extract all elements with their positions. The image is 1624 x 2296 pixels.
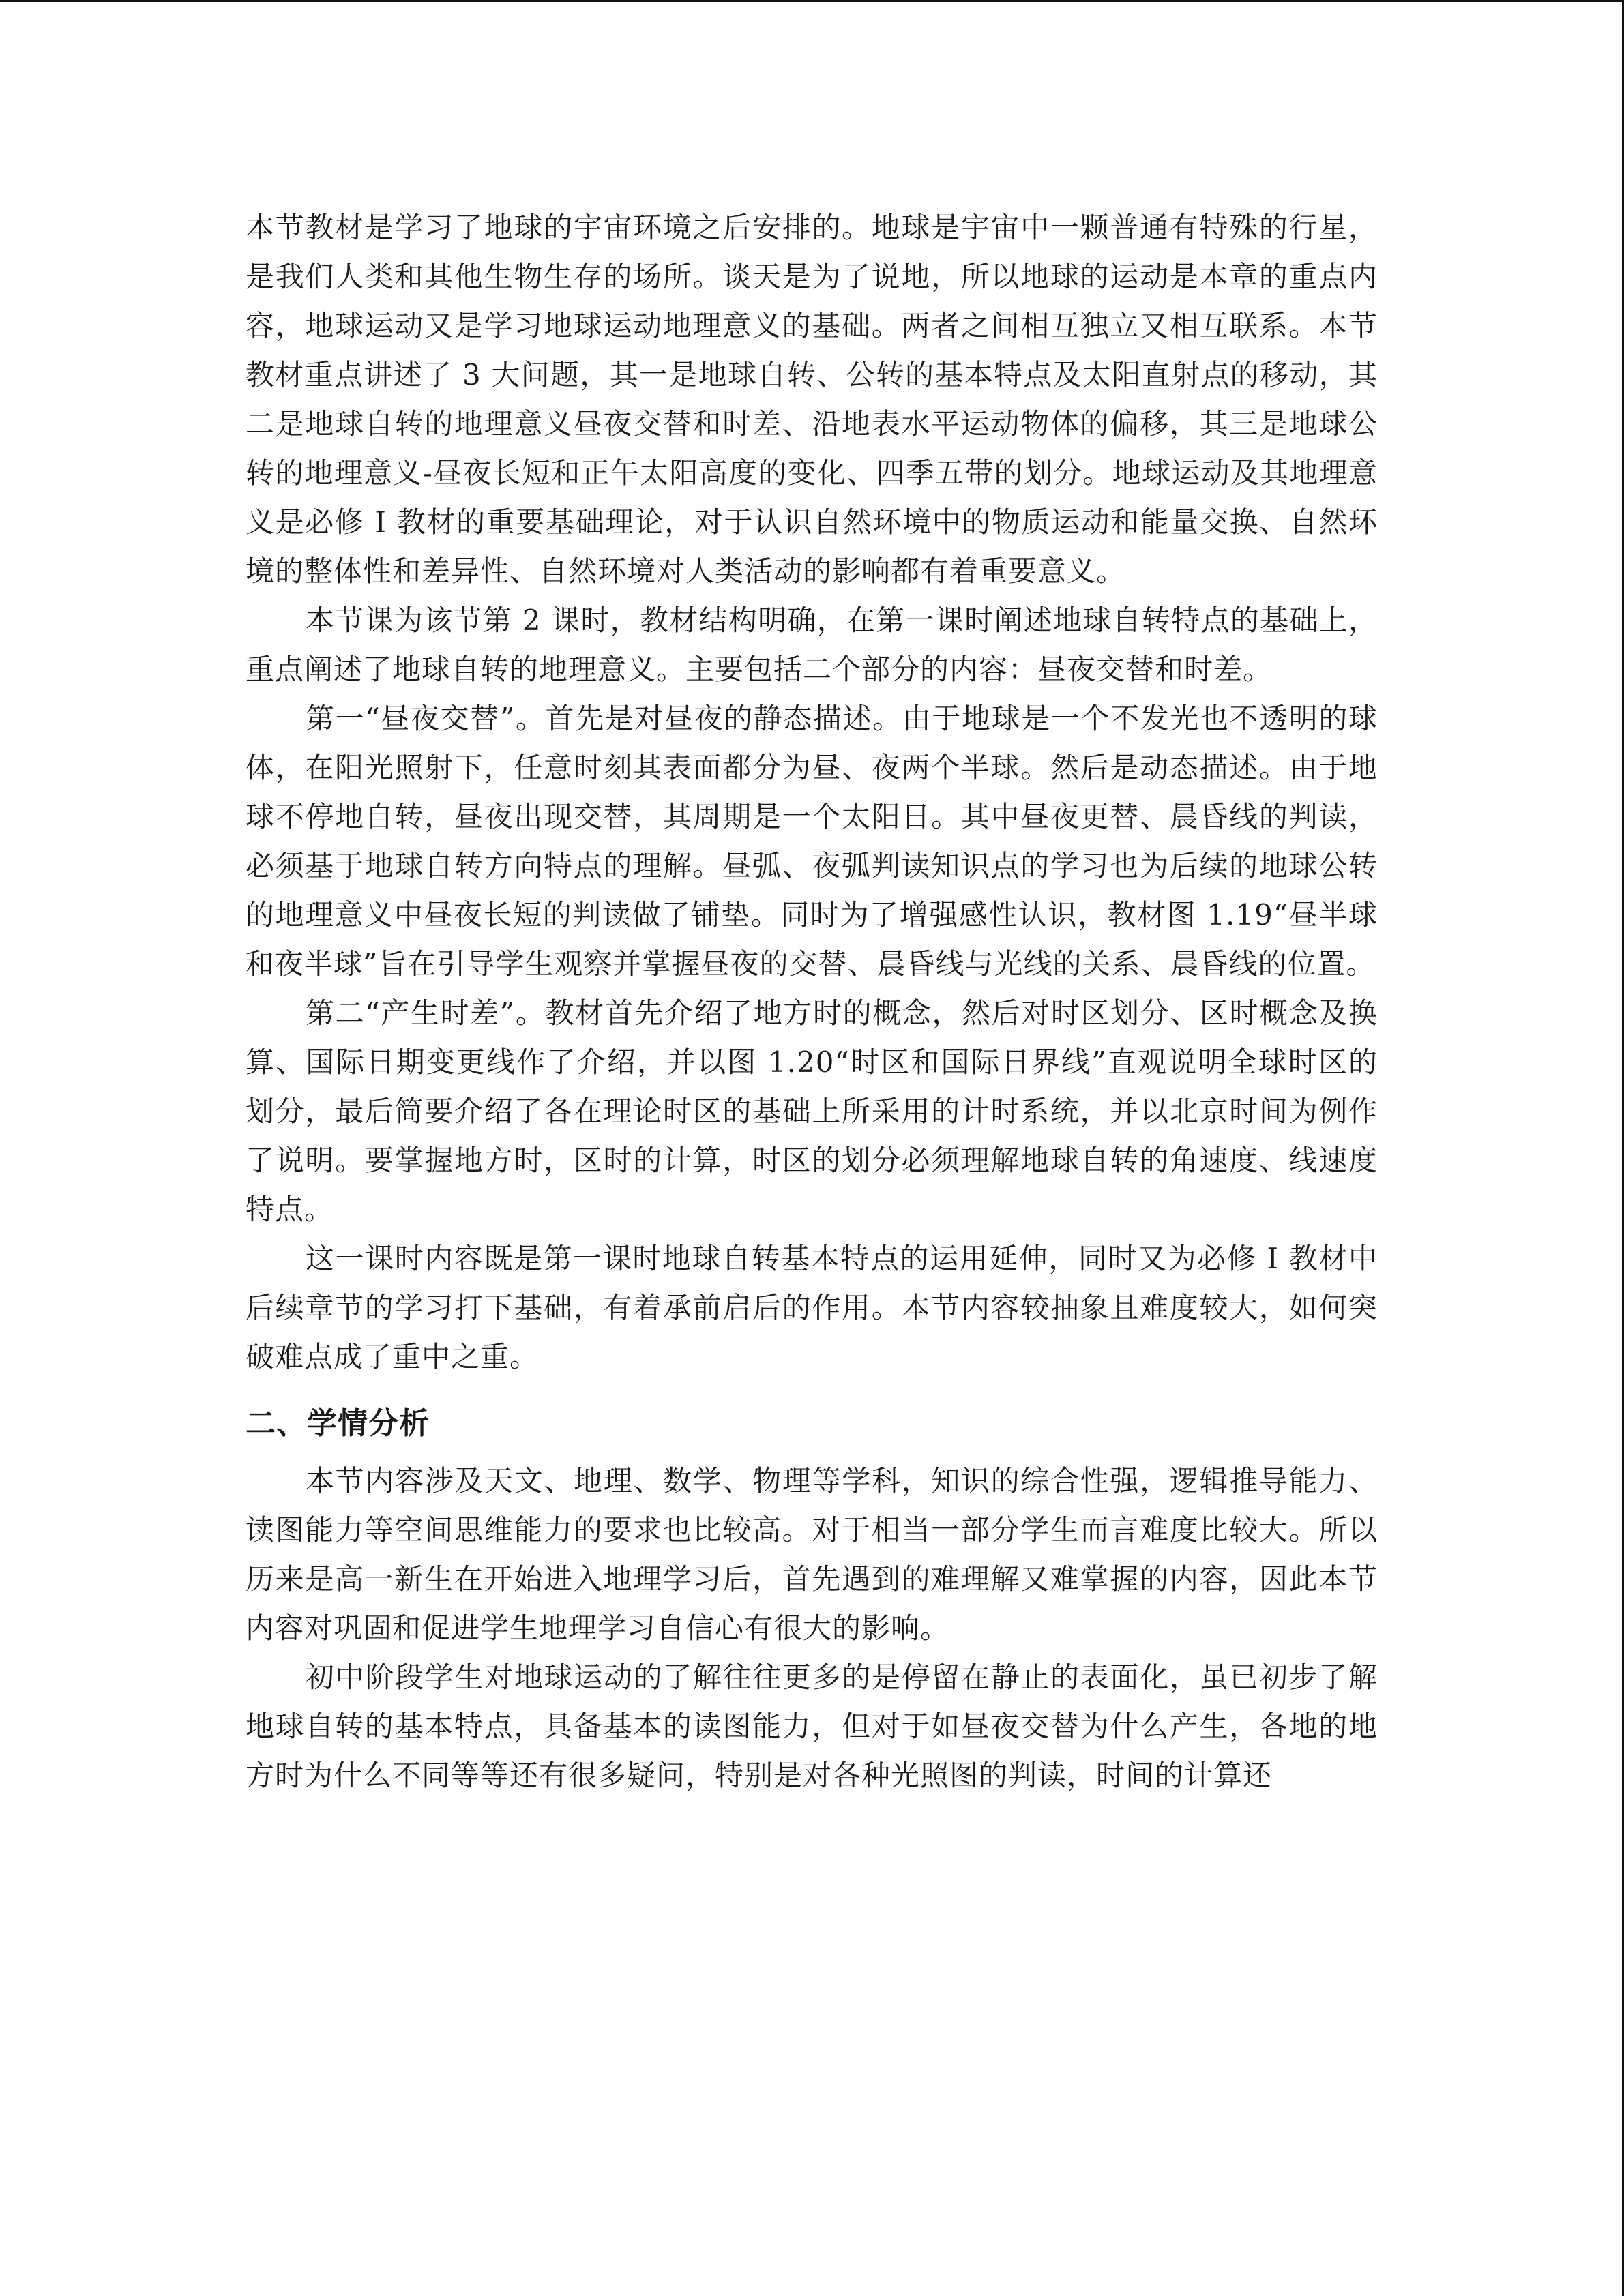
document-body (246, 203, 1378, 1800)
paragraph-day-night: 第一“昼夜交替”。首先是对昼夜的静态描述。由于地球是一个不发光也不透明的球体，在阳光照射下，任意时刻其表面都分为昼、夜两个半球。然后是动态描述。由于地球不停地自转，昼夜出现交替，其周期是一个太阳日。其中昼夜更替、晨昏线的判读，必须基于地球自转方向特点的理解。昼弧、夜弧判读知识点的学习也为后续的地球公转的地理意义中昼夜长短的判读做了铺垫。同时为了增强感性认识，教材图 1.19“昼半球和夜半球”旨在引导学生观察并掌握昼夜的交替、晨昏线与光线的关系、晨昏线的位置。 (246, 702, 1378, 981)
paragraph-content-difficulty: 本节内容涉及天文、地理、数学、物理等学科，知识的综合性强，逻辑推导能力、读图能力等空间思维能力的要求也比较高。对于相当一部分学生而言难度比较大。所以历来是高一新生在开始进入地理学习后，首先遇到的难理解又难掌握的内容，因此本节内容对巩固和促进学生地理学习自信心有很大的影响。 (246, 1464, 1378, 1645)
section-heading-student-analysis: 二、学情分析 (246, 1406, 430, 1441)
paragraph-lesson-role: 这一课时内容既是第一课时地球自转基本特点的运用延伸，同时又为必修 I 教材中后续章节的学习打下基础，有着承前启后的作用。本节内容较抽象且难度较大，如何突破难点成了重中之重。 (246, 1242, 1378, 1373)
paragraph-time-difference: 第二“产生时差”。教材首先介绍了地方时的概念，然后对时区划分、区时概念及换算、国际日期变更线作了介绍，并以图 1.20“时区和国际日界线”直观说明全球时区的划分，最后简要介绍了各在理论时区的基础上所采用的计时系统，并以北京时间为例作了说明。要掌握地方时，区时的计算，时区的划分必须理解地球自转的角速度、线速度特点。 (246, 996, 1378, 1226)
paragraph-lesson-structure: 本节课为该节第 2 课时，教材结构明确，在第一课时阐述地球自转特点的基础上，重点阐述了地球自转的地理意义。主要包括二个部分的内容：昼夜交替和时差。 (246, 603, 1378, 686)
paragraph-prior-knowledge: 初中阶段学生对地球运动的了解往往更多的是停留在静止的表面化，虽已初步了解地球自转的基本特点，具备基本的读图能力，但对于如昼夜交替为什么产生，各地的地方时为什么不同等等还有很多疑问，特别是对各种光照图的判读，时间的计算还 (246, 1660, 1378, 1792)
paragraph-textbook-overview: 本节教材是学习了地球的宇宙环境之后安排的。地球是宇宙中一颗普通有特殊的行星，是我们人类和其他生物生存的场所。谈天是为了说地，所以地球的运动是本章的重点内容，地球运动又是学习地球运动地理意义的基础。两者之间相互独立又相互联系。本节教材重点讲述了 3 大问题，其一是地球自转、公转的基本特点及太阳直射点的移动，其二是地球自转的地理意义昼夜交替和时差、沿地表水平运动物体的偏移，其三是地球公转的地理意义-昼夜长短和正午太阳高度的变化、四季五带的划分。地球运动及其地理意义是必修 I 教材的重要基础理论，对于认识自然环境中的物质运动和能量交换、自然环境的整体性和差异性、自然环境对人类活动的影响都有着重要意义。 (246, 211, 1378, 588)
